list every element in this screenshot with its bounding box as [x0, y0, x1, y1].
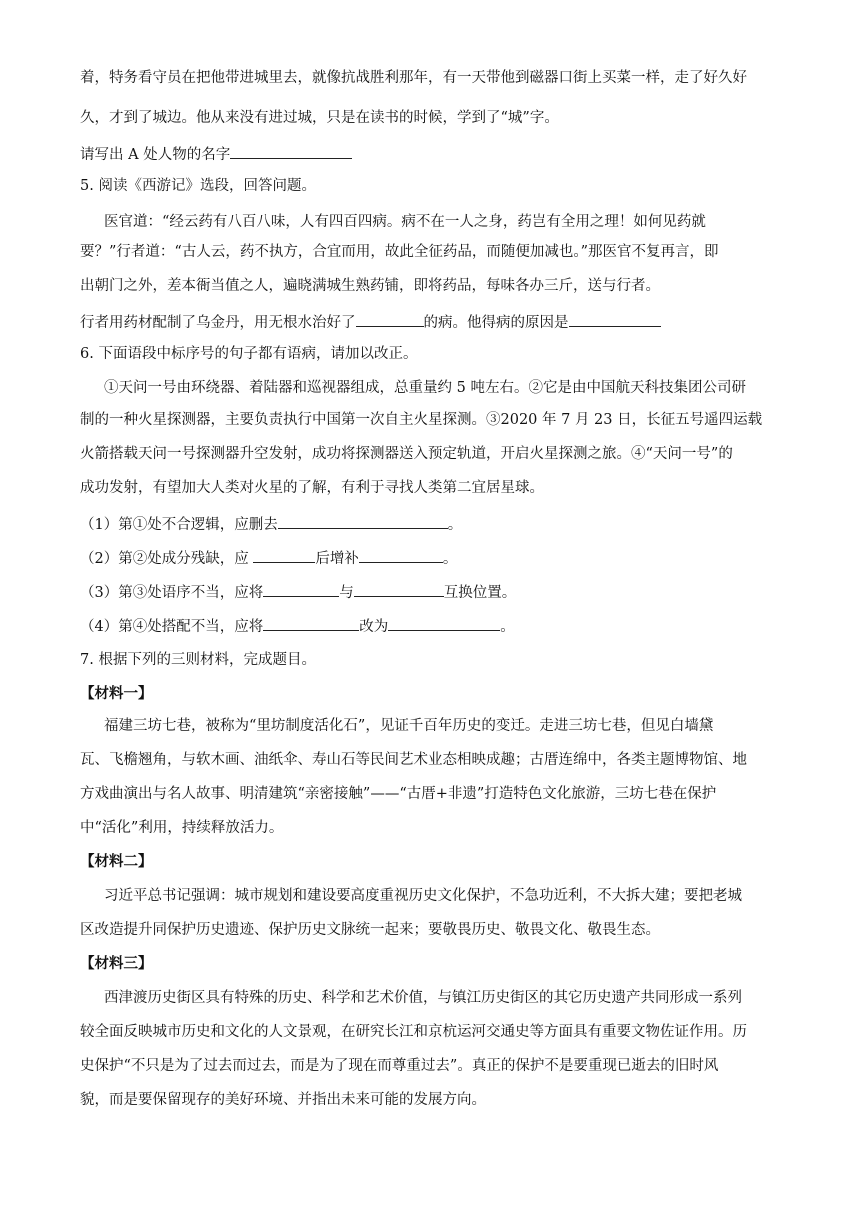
q6-sub-1 — [80, 514, 462, 535]
q6-sub-3-b: 与 — [339, 585, 354, 601]
q6-sub-2-b: 后增补 — [315, 551, 359, 567]
material-1-line-4: 中“活化”利用，持续释放活力。 — [80, 820, 284, 836]
material-1-line-3: 方戏曲演出与名人故事、明清建筑“亲密接触”——“古厝+非遗”打造特色文化旅游，三坊七巷在保护 — [80, 786, 717, 802]
material-2-line-2: 区改造提升同保护历史遗迹、保护历史文脉统一起来；要敬畏历史、敬畏文化、敬畏生态。 — [80, 922, 660, 938]
q6-sub-2-a: （2）第②处成分残缺，应 — [80, 551, 254, 567]
answer-blank[interactable] — [230, 144, 352, 159]
q5-heading: 5. 阅读《西游记》选段，回答问题。 — [80, 178, 316, 194]
material-2-line-1: 习近平总书记强调：城市规划和建设要高度重视历史文化保护，不急功近利，不大拆大建；要把老城 — [104, 888, 742, 904]
material-2-title: 【材料二】 — [80, 853, 153, 870]
q6-passage-line-2: 制的一种火星探测器，主要负责执行中国第一次自主火星探测。③2020 年 7 月 23 日，长征五号遥四运载 — [80, 412, 763, 428]
material-1-title: 【材料一】 — [80, 685, 153, 702]
material-1-line-1: 福建三坊七巷，被称为“里坊制度活化石”，见证千百年历史的变迁。走进三坊七巷，但见白墙黛 — [104, 718, 714, 734]
q6-sub-3 — [80, 582, 516, 603]
answer-blank[interactable] — [263, 582, 339, 597]
q4-prompt-text: 请写出 A 处人物的名字 — [80, 147, 231, 163]
q6-sub-2-c: 。 — [442, 551, 458, 567]
q6-sub-4 — [80, 616, 515, 637]
q7-heading: 7. 根据下列的三则材料，完成题目。 — [80, 652, 316, 668]
q5-passage-line-2: 要？”行者道：“古人云，药不执方，合宜而用，故此全征药品，而随便加减也。”那医官不复再言，即 — [80, 244, 719, 260]
q6-passage-line-1: ①天问一号由环绕器、着陆器和巡视器组成，总重量约 5 吨左右。②它是由中国航天科技集团公司研 — [104, 380, 746, 396]
q5-prompt-b: 的病。他得病的原因是 — [423, 315, 569, 331]
material-3-line-3: 史保护“不只是为了过去而过去，而是为了现在而尊重过去”。真正的保护不是要重现已逝去的旧时风 — [80, 1058, 719, 1074]
q6-sub-3-c: 互换位置。 — [443, 585, 517, 601]
q6-sub-1-a: （1）第①处不合逻辑，应删去 — [80, 517, 278, 533]
answer-blank[interactable] — [263, 616, 359, 631]
q6-sub-2 — [80, 548, 457, 569]
answer-blank[interactable] — [356, 312, 424, 327]
q5-passage-line-1: 医官道：“经云药有八百八味，人有四百四病。病不在一人之身，药岂有全用之理！如何见药就 — [104, 214, 706, 230]
q6-sub-4-c: 。 — [500, 619, 515, 635]
q5-passage-line-3: 出朝门之外，差本衙当值之人，遍晓满城生熟药铺，即将药品，每味各办三斤，送与行者。 — [80, 278, 660, 294]
q6-sub-4-a: （4）第④处搭配不当，应将 — [80, 619, 264, 635]
q5-prompt-a: 行者用药材配制了乌金丹，用无根水治好了 — [80, 315, 356, 331]
q6-passage-line-4: 成功发射，有望加大人类对火星的了解，有利于寻找人类第二宜居星球。 — [80, 480, 544, 496]
q6-sub-4-b: 改为 — [359, 619, 389, 635]
q6-sub-1-b: 。 — [447, 517, 463, 533]
material-3-title: 【材料三】 — [80, 955, 153, 972]
q4-text-line-1: 着，特务看守员在把他带进城里去，就像抗战胜利那年，有一天带他到磁器口街上买菜一样，走了好久好 — [80, 70, 747, 86]
material-3-line-4: 貌，而是要保留现存的美好环境、并指出未来可能的发展方向。 — [80, 1092, 486, 1108]
material-1-line-2: 瓦、飞檐翘角，与软木画、油纸伞、寿山石等民间艺术业态相映成趣；古厝连绵中，各类主题博物馆、地 — [80, 752, 747, 768]
q5-prompt — [80, 312, 661, 333]
answer-blank[interactable] — [253, 548, 315, 563]
q6-heading: 6. 下面语段中标序号的句子都有语病，请加以改正。 — [80, 346, 418, 362]
material-3-line-2: 较全面反映城市历史和文化的人文景观，在研究长江和京杭运河交通史等方面具有重要文物佐证作用。历 — [80, 1024, 747, 1040]
answer-blank[interactable] — [278, 514, 448, 529]
q6-passage-line-3: 火箭搭载天问一号探测器升空发射，成功将探测器送入预定轨道，开启火星探测之旅。④“天问一号”的 — [80, 446, 733, 462]
answer-blank[interactable] — [388, 616, 500, 631]
answer-blank[interactable] — [359, 548, 443, 563]
q4-text-line-2: 久，才到了城边。他从来没有进过城，只是在读书的时候，学到了“城”字。 — [80, 110, 559, 126]
answer-blank[interactable] — [569, 312, 661, 327]
q6-sub-3-a: （3）第③处语序不当，应将 — [80, 585, 264, 601]
q4-prompt — [80, 144, 352, 165]
material-3-line-1: 西津渡历史街区具有特殊的历史、科学和艺术价值，与镇江历史街区的其它历史遗产共同形成一系列 — [104, 990, 742, 1006]
answer-blank[interactable] — [354, 582, 444, 597]
